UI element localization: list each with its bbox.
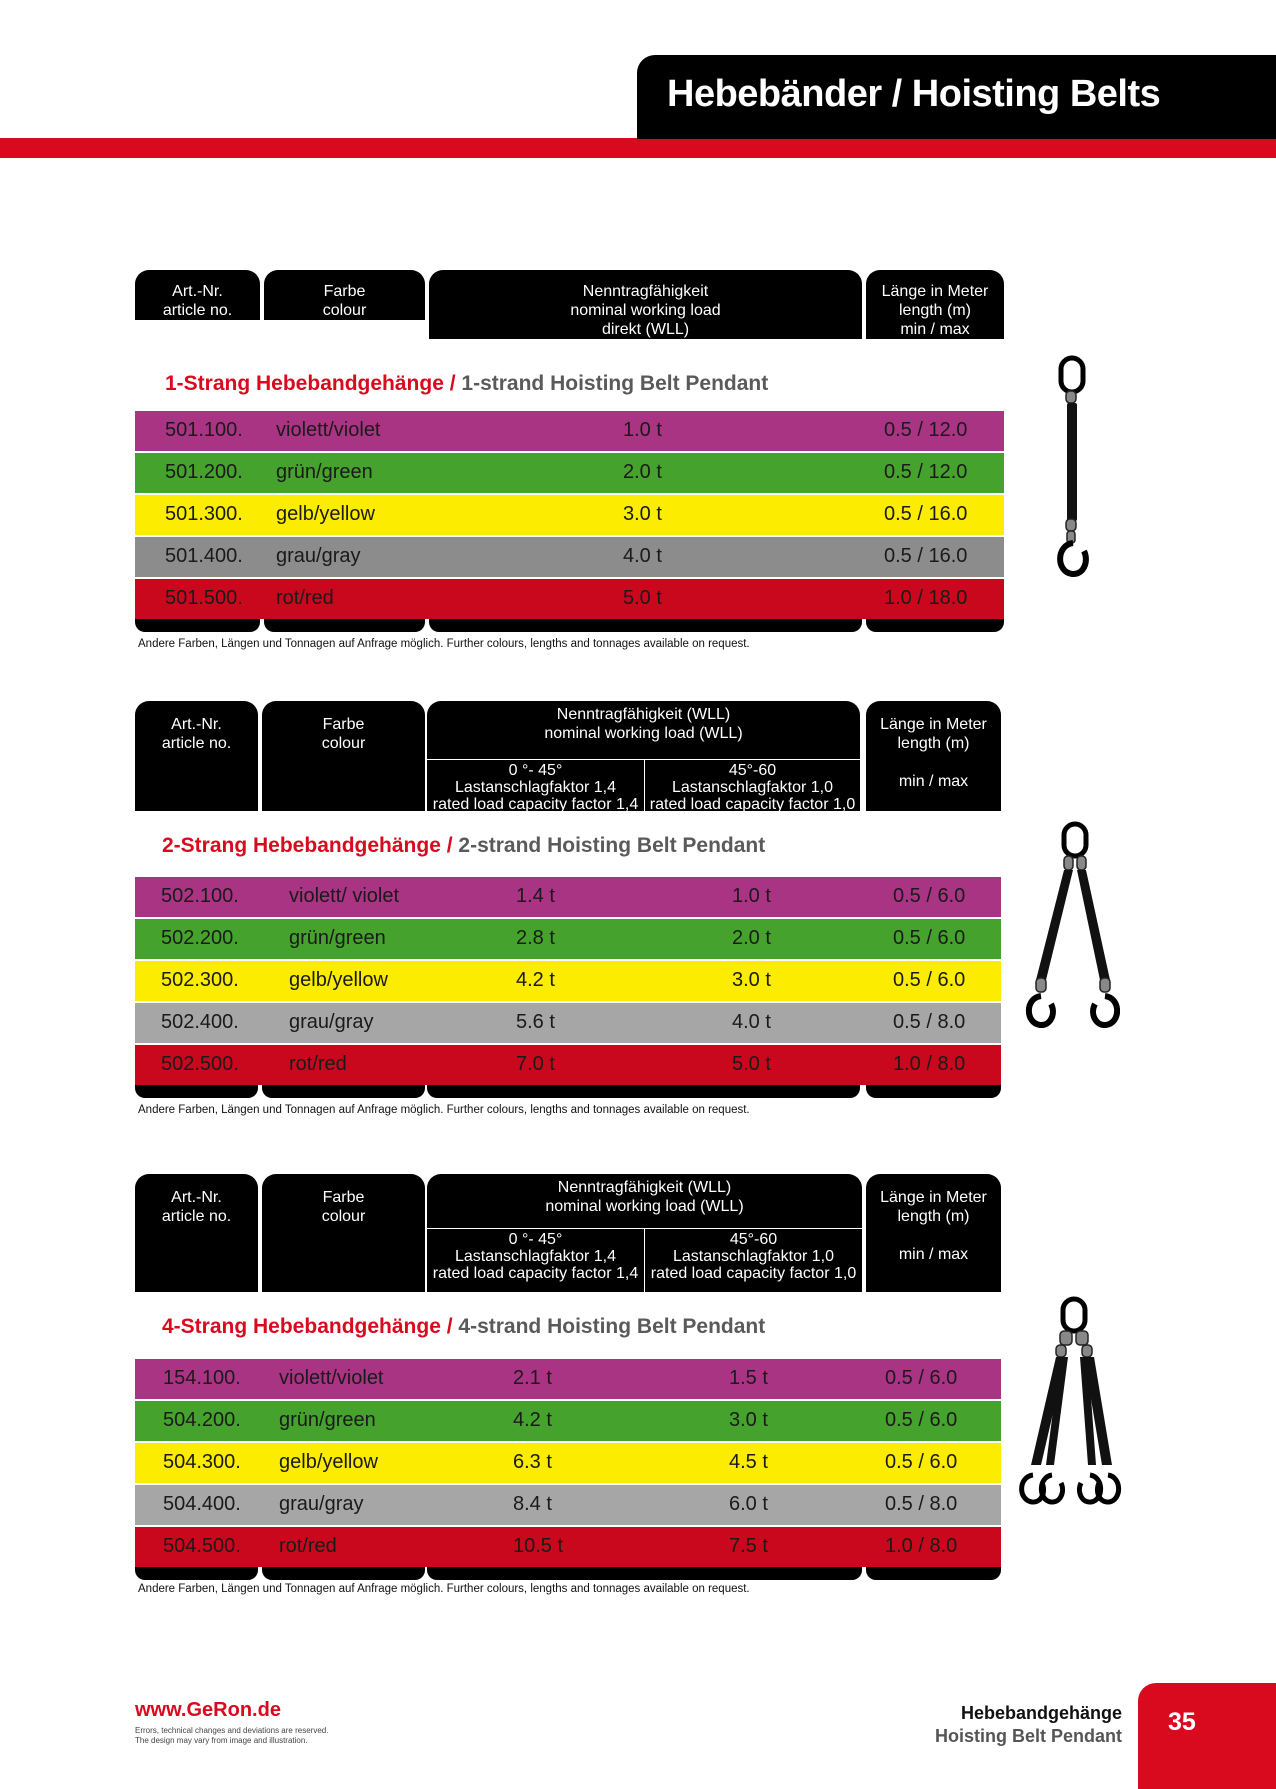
table-row: 501.500. rot/red 5.0 t 1.0 / 18.0 [135,579,1004,619]
table-row: 504.500. rot/red 10.5 t 7.5 t 1.0 / 8.0 [135,1527,1001,1567]
table-row: 502.400. grau/gray 5.6 t 4.0 t 0.5 / 8.0 [135,1003,1001,1043]
table-header-3 [135,1174,1001,1292]
header-cell-length: Länge in Meter length (m) min / max [866,270,1004,339]
availability-note: Andere Farben, Längen und Tonnagen auf Anfrage möglich. Further colours, lengths and tonnages available on request. [138,638,750,650]
header-cell-length: Länge in Meter length (m) min / max [866,701,1001,811]
table-header-1 [135,270,1004,347]
header-subcell-angle-45-60: 45°-60 Lastanschlagfaktor 1,0 rated load capacity factor 1,0 [645,1228,862,1292]
header-cell-length: Länge in Meter length (m) min / max [866,1174,1001,1292]
availability-note: Andere Farben, Längen und Tonnagen auf Anfrage möglich. Further colours, lengths and tonnages available on request. [138,1583,750,1595]
availability-note: Andere Farben, Längen und Tonnagen auf Anfrage möglich. Further colours, lengths and tonnages available on request. [138,1104,750,1116]
website-link[interactable]: www.GeRon.de [135,1699,281,1721]
page-number-box [1138,1683,1276,1789]
footer-title-en: Hoisting Belt Pendant [934,1726,1122,1746]
table-footer [135,1085,1001,1098]
header-cell-article: Art.-Nr. article no. [135,701,258,811]
page-title: Hebebänder / Hoisting Belts [667,73,1161,115]
disclaimer: Errors, technical changes and deviations are reserved. The design may vary from image and illustration. [135,1726,329,1745]
header-cell-article: Art.-Nr. article no. [135,1174,258,1292]
table-row: 501.400. grau/gray 4.0 t 0.5 / 16.0 [135,537,1004,577]
section-title-1: 1-Strang Hebebandgehänge / 1-strand Hoisting Belt Pendant [165,372,769,395]
header-cell-load: Nenntragfähigkeit (WLL) nominal working load (WLL) 0 °- 45° Lastanschlagfaktor 1,4 rated load capacity factor 1,4 45°-60 Lastanschlagfaktor 1,0 rated load capacity factor 1,0 [427,1174,862,1292]
four-strand-sling-icon [1010,1295,1130,1525]
header-cell-load: Nenntragfähigkeit nominal working load direkt (WLL) [429,270,862,339]
table-row: 501.100. violett/violet 1.0 t 0.5 / 12.0 [135,411,1004,451]
footer-title-de: Hebebandgehänge [960,1703,1122,1723]
table-footer [135,619,1004,632]
table-footer [135,1567,1001,1580]
table-row: 501.200. grün/green 2.0 t 0.5 / 12.0 [135,453,1004,493]
table-row: 502.100. violett/ violet 1.4 t 1.0 t 0.5 / 6.0 [135,877,1001,917]
table-row: 501.300. gelb/yellow 3.0 t 0.5 / 16.0 [135,495,1004,535]
table-row: 502.300. gelb/yellow 4.2 t 3.0 t 0.5 / 6.0 [135,961,1001,1001]
table-row: 154.100. violett/violet 2.1 t 1.5 t 0.5 / 6.0 [135,1359,1001,1399]
table-row: 504.300. gelb/yellow 6.3 t 4.5 t 0.5 / 6.0 [135,1443,1001,1483]
table-row: 502.200. grün/green 2.8 t 2.0 t 0.5 / 6.0 [135,919,1001,959]
table-header-2 [135,701,1001,811]
two-strand-sling-icon [1020,820,1120,1050]
page-number: 35 [1168,1708,1196,1736]
table-row: 504.200. grün/green 4.2 t 3.0 t 0.5 / 6.0 [135,1401,1001,1441]
header-subcell-angle-0-45: 0 °- 45° Lastanschlagfaktor 1,4 rated load capacity factor 1,4 [427,1228,645,1292]
one-strand-sling-icon [1050,355,1096,580]
table-row: 504.400. grau/gray 8.4 t 6.0 t 0.5 / 8.0 [135,1485,1001,1525]
header-red-bar [0,138,1276,158]
header-cell-colour: Farbe colour [262,701,425,811]
header-cell-article: Art.-Nr. article no. [135,270,260,320]
header-subcell-angle-0-45: 0 °- 45° Lastanschlagfaktor 1,4 rated load capacity factor 1,4 [427,759,645,811]
table-row: 502.500. rot/red 7.0 t 5.0 t 1.0 / 8.0 [135,1045,1001,1085]
header-title-box [637,55,1276,139]
section-title-2: 2-Strang Hebebandgehänge / 2-strand Hoisting Belt Pendant [162,834,766,857]
section-title-3: 4-Strang Hebebandgehänge / 4-strand Hoisting Belt Pendant [162,1315,766,1338]
header-subcell-angle-45-60: 45°-60 Lastanschlagfaktor 1,0 rated load capacity factor 1,0 [645,759,860,811]
header-cell-load: Nenntragfähigkeit (WLL) nominal working load (WLL) 0 °- 45° Lastanschlagfaktor 1,4 rated load capacity factor 1,4 45°-60 Lastanschlagfaktor 1,0 rated load capacity factor 1,0 [427,701,860,811]
header-cell-colour: Farbe colour [264,270,425,320]
header-cell-colour: Farbe colour [262,1174,425,1292]
